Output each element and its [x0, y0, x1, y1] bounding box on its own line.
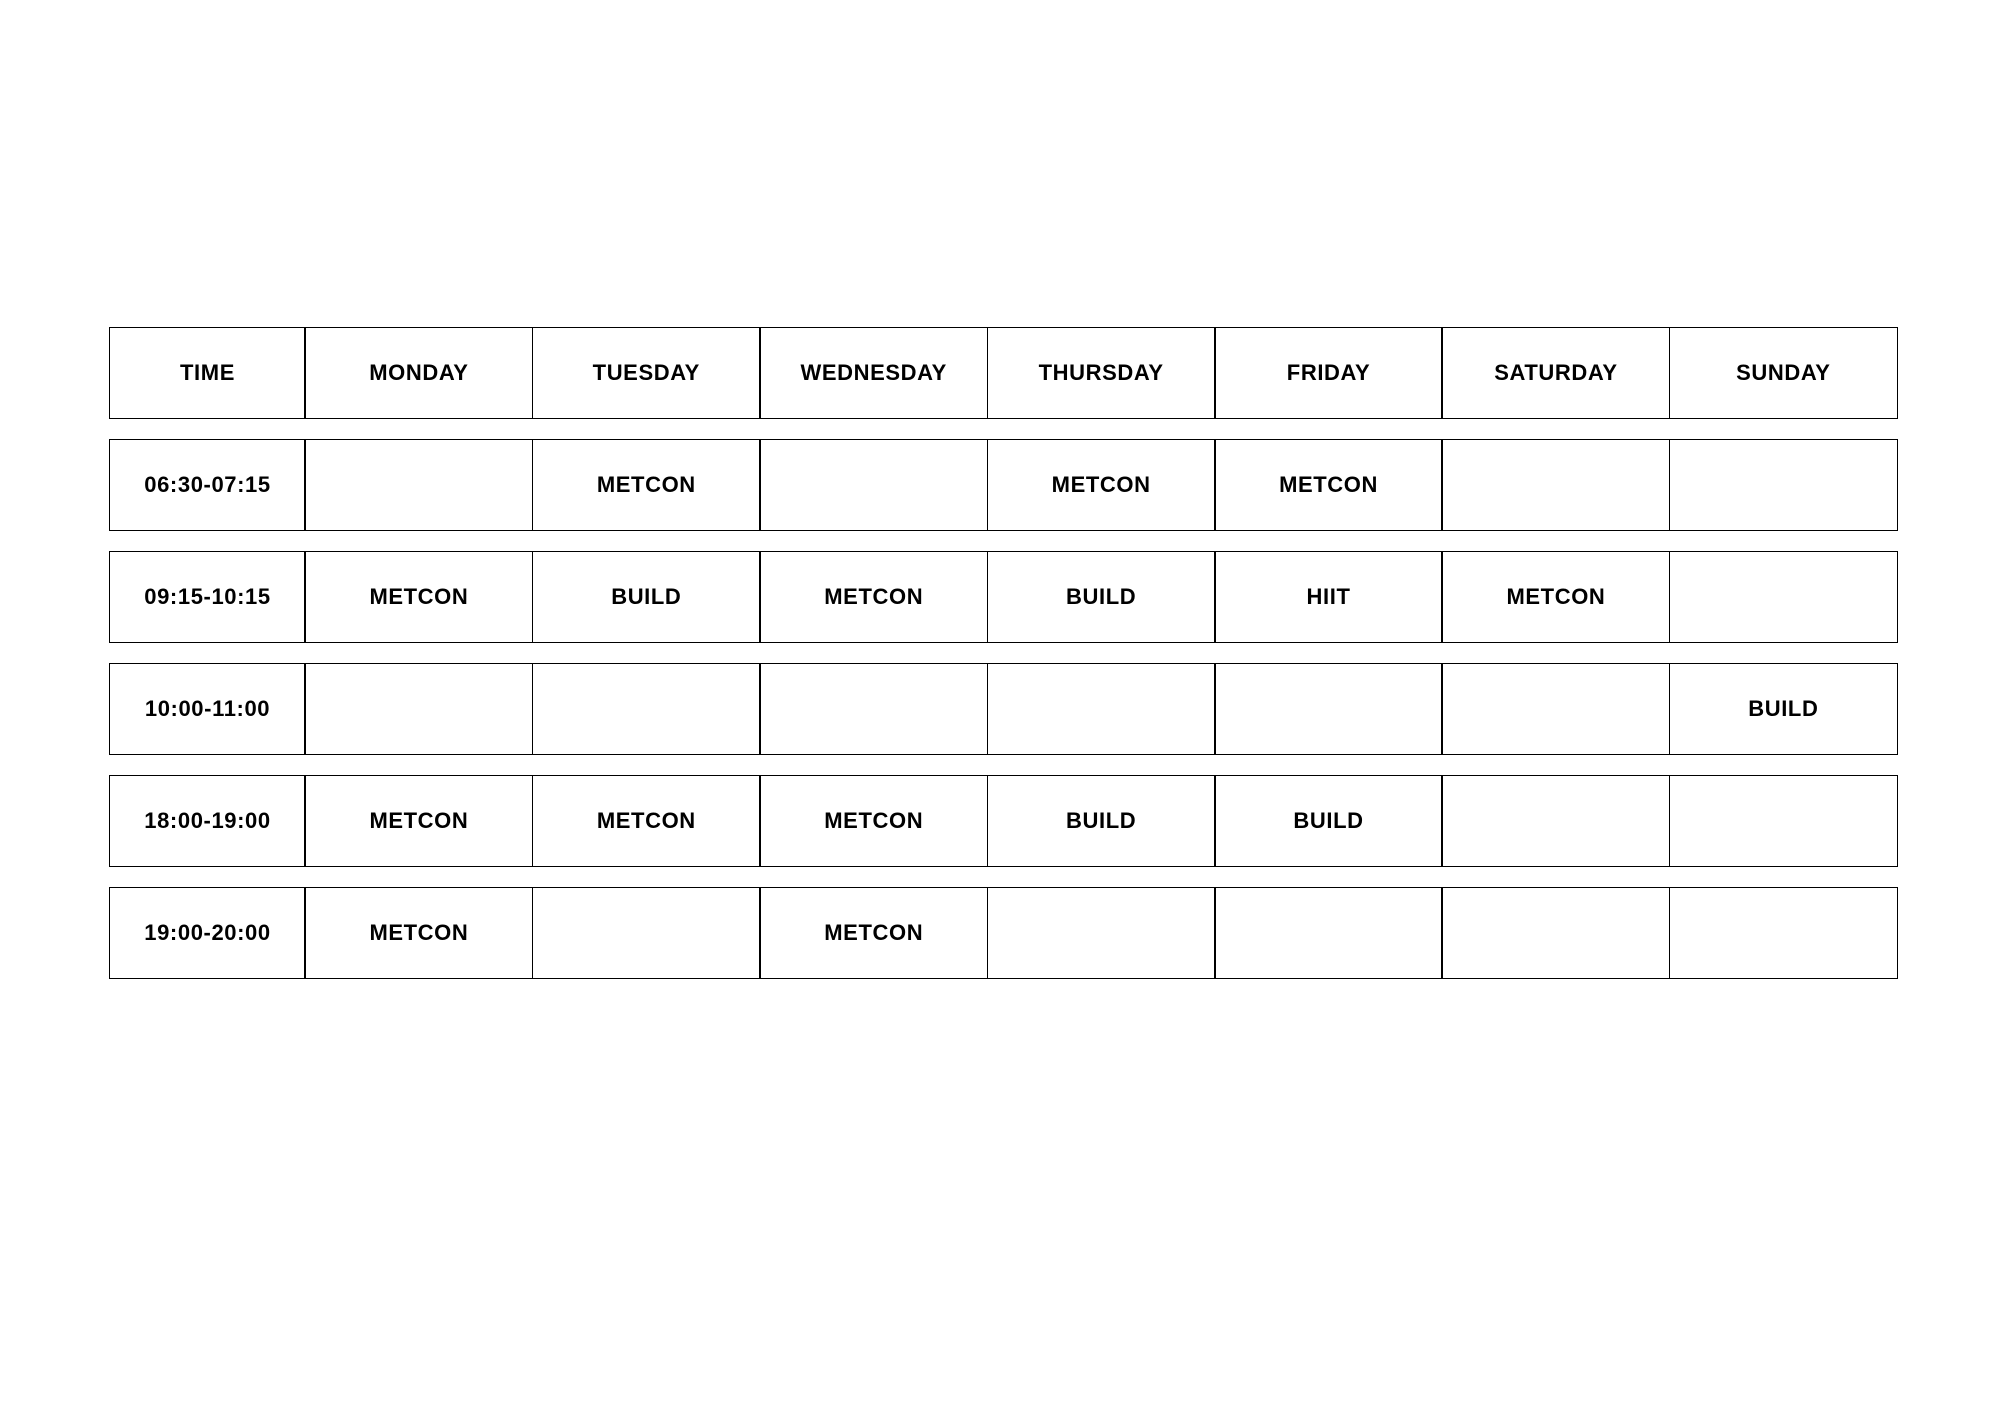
class-cell-tuesday: METCON: [532, 775, 761, 867]
class-cell-sunday: [1669, 775, 1898, 867]
time-slot: 10:00-11:00: [109, 663, 306, 755]
class-cell-wednesday: [759, 663, 988, 755]
class-cell-wednesday: [759, 439, 988, 531]
class-cell-sunday: [1669, 887, 1898, 979]
header-thursday: THURSDAY: [987, 327, 1216, 419]
class-cell-thursday: [987, 663, 1216, 755]
class-cell-wednesday: METCON: [759, 551, 988, 643]
class-cell-thursday: [987, 887, 1216, 979]
header-tuesday: TUESDAY: [532, 327, 761, 419]
class-cell-thursday: BUILD: [987, 551, 1216, 643]
class-cell-saturday: [1441, 775, 1670, 867]
class-cell-sunday: [1669, 551, 1898, 643]
header-friday: FRIDAY: [1214, 327, 1443, 419]
schedule-row: [109, 663, 1901, 755]
header-monday: MONDAY: [304, 327, 533, 419]
schedule-row: [109, 775, 1901, 867]
schedule-row: [109, 551, 1901, 643]
class-cell-tuesday: [532, 663, 761, 755]
class-cell-friday: HIIT: [1214, 551, 1443, 643]
class-cell-sunday: BUILD: [1669, 663, 1898, 755]
class-cell-friday: [1214, 663, 1443, 755]
class-cell-saturday: [1441, 663, 1670, 755]
header-saturday: SATURDAY: [1441, 327, 1670, 419]
class-cell-saturday: [1441, 439, 1670, 531]
class-cell-thursday: BUILD: [987, 775, 1216, 867]
class-cell-tuesday: [532, 887, 761, 979]
schedule-row: [109, 887, 1901, 979]
class-cell-monday: METCON: [304, 775, 533, 867]
header-wednesday: WEDNESDAY: [759, 327, 988, 419]
class-cell-wednesday: METCON: [759, 887, 988, 979]
time-slot: 19:00-20:00: [109, 887, 306, 979]
header-time: TIME: [109, 327, 306, 419]
class-cell-tuesday: METCON: [532, 439, 761, 531]
class-cell-wednesday: METCON: [759, 775, 988, 867]
time-slot: 18:00-19:00: [109, 775, 306, 867]
class-cell-monday: [304, 439, 533, 531]
class-cell-monday: METCON: [304, 887, 533, 979]
class-cell-monday: METCON: [304, 551, 533, 643]
header-sunday: SUNDAY: [1669, 327, 1898, 419]
time-slot: 09:15-10:15: [109, 551, 306, 643]
class-cell-monday: [304, 663, 533, 755]
class-cell-saturday: METCON: [1441, 551, 1670, 643]
class-timetable: [109, 327, 1901, 999]
time-slot: 06:30-07:15: [109, 439, 306, 531]
class-cell-saturday: [1441, 887, 1670, 979]
class-cell-sunday: [1669, 439, 1898, 531]
class-cell-friday: [1214, 887, 1443, 979]
class-cell-friday: BUILD: [1214, 775, 1443, 867]
class-cell-thursday: METCON: [987, 439, 1216, 531]
class-cell-friday: METCON: [1214, 439, 1443, 531]
schedule-row: [109, 439, 1901, 531]
class-cell-tuesday: BUILD: [532, 551, 761, 643]
header-row: [109, 327, 1901, 419]
